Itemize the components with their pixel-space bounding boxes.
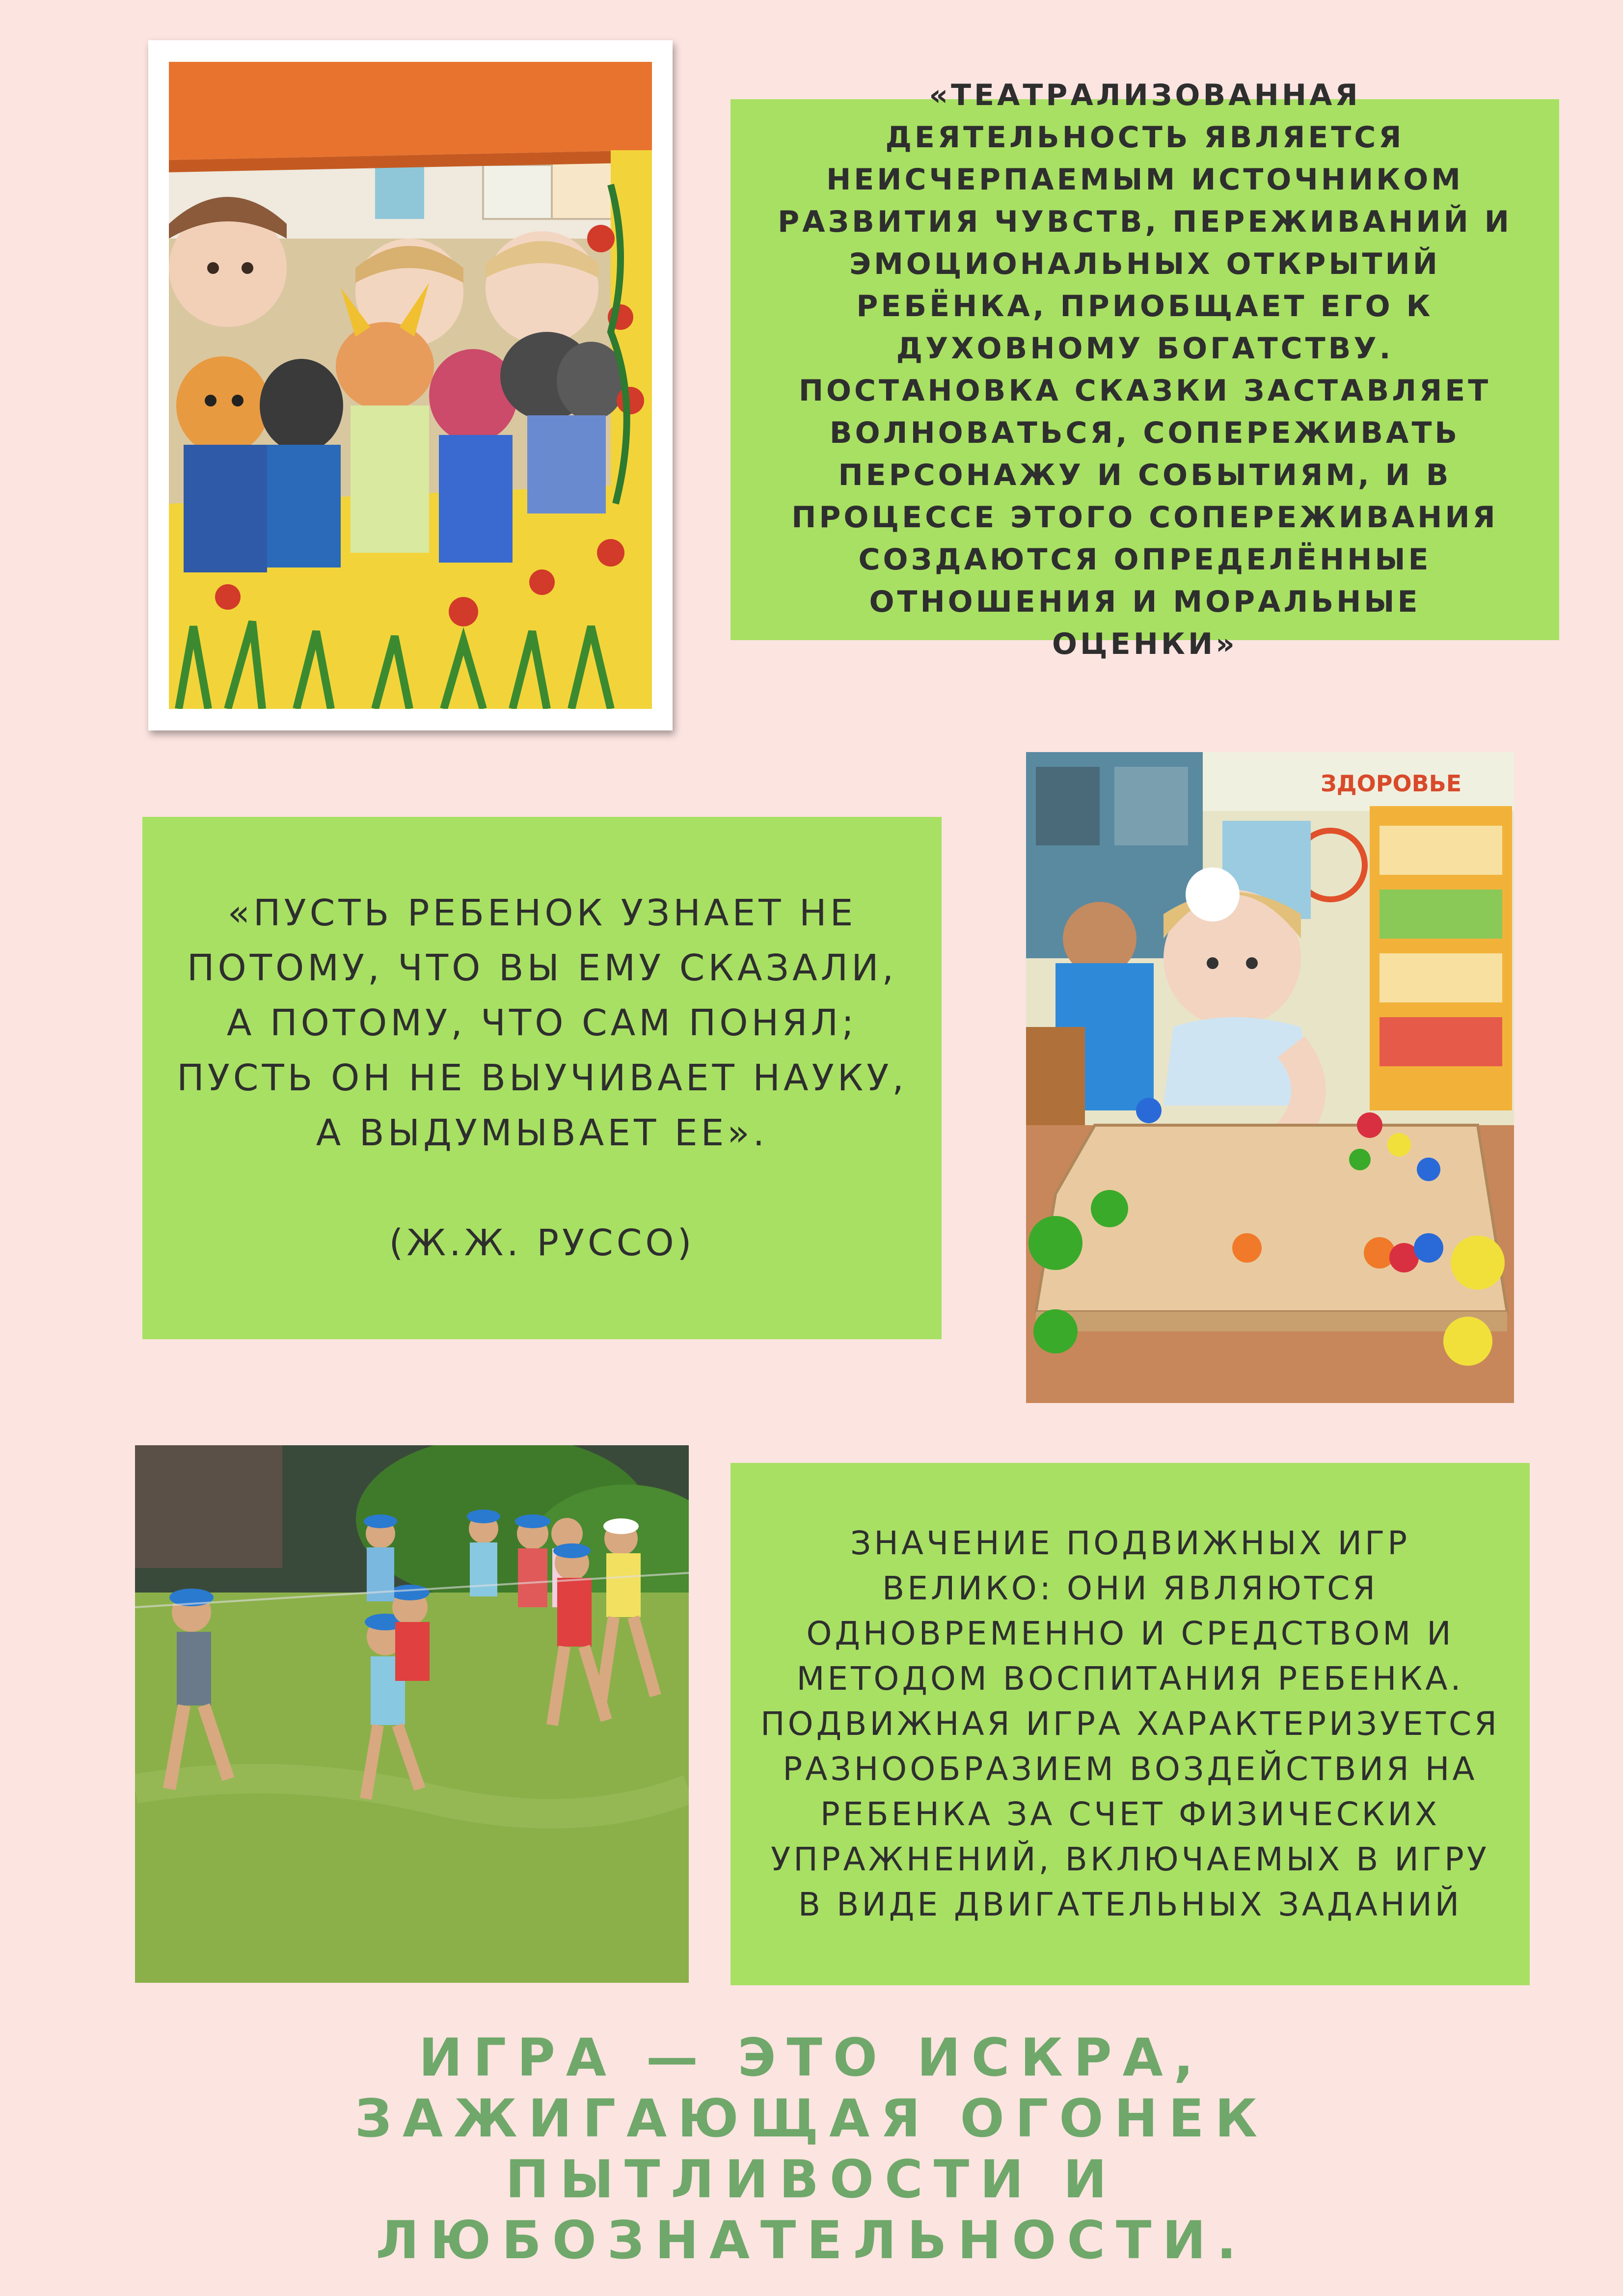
health-sign: ЗДОРОВЬЕ — [1321, 770, 1462, 797]
puppet-theatre-photo — [148, 40, 673, 730]
rousseau-quote-author: (Ж.Ж. РУССО) — [389, 1222, 695, 1264]
running-kids-illustration — [135, 1445, 689, 1983]
outdoor-games-quote-box — [730, 1463, 1530, 1985]
rousseau-quote-text: «ПУСТЬ РЕБЕНОК УЗНАЕТ НЕ ПОТОМУ, ЧТО ВЫ ЕМУ СКАЗАЛИ, А ПОТОМУ, ЧТО САМ ПОНЯЛ; ПУСТЬ ОН НЕ ВЫУЧИВАЕТ НАУКУ, А ВЫДУМЫВАЕТ ЕЕ». — [177, 892, 907, 1154]
running-kids-photo — [135, 1445, 689, 1983]
theatre-quote-text: «ТЕАТРАЛИЗОВАННАЯ ДЕЯТЕЛЬНОСТЬ ЯВЛЯЕТСЯ НЕИСЧЕРПАЕМЫМ ИСТОЧНИКОМ РАЗВИТИЯ ЧУВСТВ, ПЕРЕЖИВАНИЙ И ЭМОЦИОНАЛЬНЫХ ОТКРЫТИЙ РЕБЁНКА, ПРИОБЩАЕТ ЕГО К ДУХОВНОМУ БОГАТСТВУ. ПОСТАНОВКА СКАЗКИ ЗАСТАВЛЯЕТ ВОЛНОВАТЬСЯ, СОПЕРЕЖИВАТЬ ПЕРСОНАЖУ И СОБЫТИЯМ, И В ПРОЦЕССЕ ЭТОГО СОПЕРЕЖИВАНИЯ СОЗДАЮТСЯ ОПРЕДЕЛЁННЫЕ ОТНОШЕНИЯ И МОРАЛЬНЫЕ ОЦЕНКИ» — [778, 78, 1512, 661]
rousseau-quote-box — [142, 817, 942, 1339]
puppet-theatre-illustration — [169, 62, 652, 709]
girl-with-board-illustration — [1026, 752, 1514, 1403]
puppet-theatre-scene — [169, 62, 652, 709]
theatre-quote-box — [730, 78, 1559, 661]
headline-text: ИГРА — ЭТО ИСКРА, ЗАЖИГАЮЩАЯ ОГОНЕК ПЫТЛИВОСТИ И ЛЮБОЗНАТЕЛЬНОСТИ. — [354, 2027, 1269, 2270]
page-headline — [147, 2027, 1476, 2271]
girl-with-board-photo — [1026, 752, 1514, 1403]
outdoor-games-quote-text: ЗНАЧЕНИЕ ПОДВИЖНЫХ ИГР ВЕЛИКО: ОНИ ЯВЛЯЮТСЯ ОДНОВРЕМЕННО И СРЕДСТВОМ И МЕТОДОМ ВОСПИТАНИЯ РЕБЕНКА. ПОДВИЖНАЯ ИГРА ХАРАКТЕРИЗУЕТСЯ РАЗНООБРАЗИЕМ ВОЗДЕЙСТВИЯ НА РЕБЕНКА ЗА СЧЕТ ФИЗИЧЕСКИХ УПРАЖНЕНИЙ, ВКЛЮЧАЕМЫХ В ИГРУ В ВИДЕ ДВИГАТЕЛЬНЫХ ЗАДАНИЙ — [760, 1524, 1500, 1923]
